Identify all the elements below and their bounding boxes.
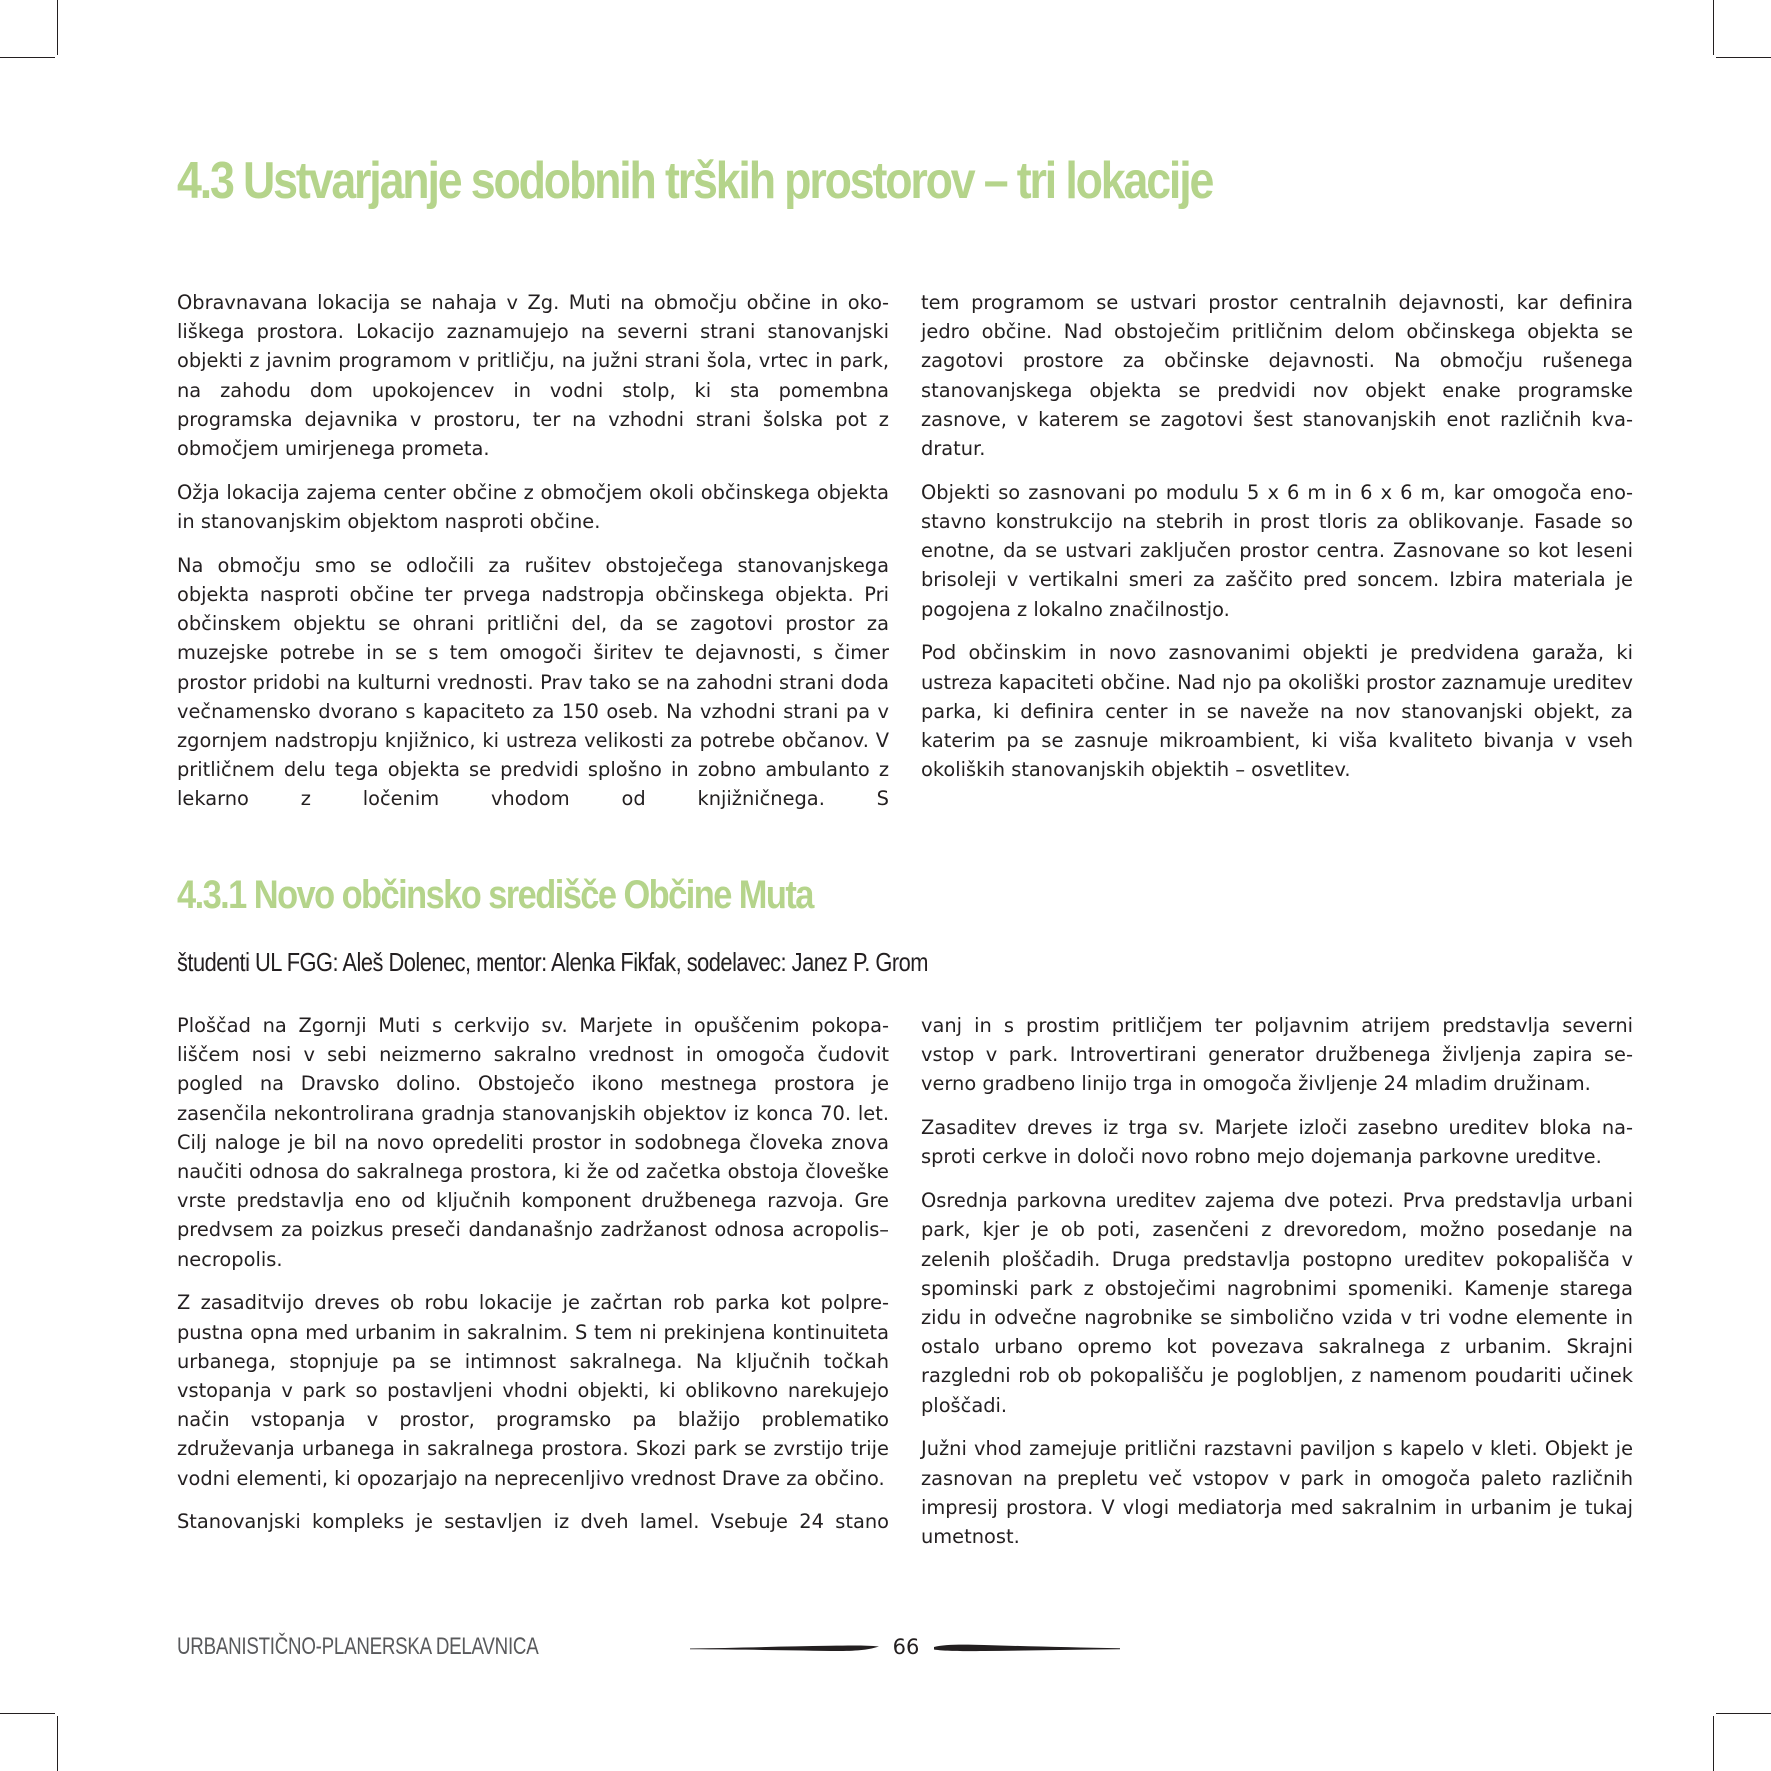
paragraph: Ploščad na Zgornji Muti s cerkvijo sv. Marjete in opuščenim pokopališčem nosi v sebi neizmerno sakralno vrednost in omogoča čudovit pogled na Dravsko dolino. Obstoječo ikono mestnega prostora je zasenčila nekontrolirana gradnja stanovanjskih objektov iz konca 70. let. Cilj naloge je bil na novo opredeliti prostor in sodobnega človeka znova naučiti odnosa do sakralnega prostora, ki že od začetka obstoja človeške vrste predstavlja eno od ključnih komponent družbenega razvoja. Gre predvsem za poizkus preseči dandanašnjo zadržanost odnosa acropolis–necropolis. — [177, 1014, 889, 1271]
paragraph: Zasaditev dreves iz trga sv. Marjete izloči zasebno ureditev bloka nasproti cerkve in določi novo robno mejo dojemanja parkovne ureditve. — [921, 1116, 1633, 1169]
paragraph: Na območju smo se odločili za rušitev obstoječega stanovanjskega objekta nasproti občine ter prvega nadstropja občinskega objekta. Pri občinskem objektu se ohrani pritlični del, da se zagotovi prostor za muzejske potrebe in se s tem omogoči širitev te dejavnosti, s čimer prostor pridobi na kulturni vrednosti. Prav tako se na zahodni strani doda večnamensko dvorano s kapaciteto za 150 oseb. Na vzhodni strani pa v zgornjem nadstropju knjižnico, ki ustreza velikosti za potrebe občanov. V pritličnem delu tega objekta se predvidi splošno in zobno ambulanto z lekarno z ločenim vhodom od knjižničnega. S — [177, 553, 889, 811]
brush-stroke-right-icon — [934, 1640, 1120, 1656]
crop-mark — [0, 57, 55, 58]
crop-mark — [57, 1716, 58, 1771]
paragraph: Objekti so zasnovani po modulu 5 x 6 m in 6 x 6 m, kar omogoča enostavno konstrukcijo na stebrih in prost tloris za oblikovanje. Fasade so enotne, da se ustvari zaključen prostor centra. Zasnovane so kot leseni brisoleji v vertikalni smeri za zaščito pred soncem. Izbira materiala je pogojena z lokalno značilnostjo. — [921, 480, 1633, 621]
section-b-right-column — [921, 1011, 1633, 1551]
paragraph: Ožja lokacija zajema center občine z območjem okoli občinskega objekta in stanovanjskim objektom nasproti občine. — [177, 480, 889, 534]
crop-mark — [1713, 0, 1714, 55]
crop-mark — [57, 0, 58, 55]
paragraph: Stanovanjski kompleks je sestavljen iz dveh lamel. Vsebuje 24 stano — [177, 1510, 889, 1534]
page-number: 66 — [892, 1635, 920, 1659]
page-title: 4.3 Ustvarjanje sodobnih trških prostorov – tri lokacije — [177, 152, 1213, 210]
section-a-right-column — [921, 288, 1633, 784]
brush-stroke-left-icon — [690, 1640, 880, 1656]
footer-label: URBANISTIČNO-PLANERSKA DELAVNICA — [177, 1633, 539, 1660]
paragraph: Obravnavana lokacija se nahaja v Zg. Muti na območju občine in okoliškega prostora. Lokacijo zaznamujejo na severni strani stanovanjski objekti z javnim programom v pritličju, na južni strani šola, vrtec in park, na zahodu dom upokojencev in vodni stolp, ki sta pomembna programska dejavnika v prostoru, ter na vzhodni strani šolska pot z območjem umirjenega prometa. — [177, 291, 889, 461]
section-heading: 4.3.1 Novo občinsko središče Občine Muta — [177, 873, 813, 917]
crop-mark — [1716, 57, 1771, 58]
section-b-left-column — [177, 1011, 889, 1537]
section-a-left-column — [177, 288, 889, 814]
paragraph: Južni vhod zamejuje pritlični razstavni paviljon s kapelo v kleti. Objekt je zasnovan na prepletu več vstopov v park in omogoča paleto različnih impresij prostora. V vlogi mediatorja med sakralnim in urbanim je tukaj umetnost. — [921, 1437, 1633, 1549]
paragraph: Z zasaditvijo dreves ob robu lokacije je začrtan rob parka kot polprepustna opna med urbanim in sakralnim. S tem ni prekinjena kontinuiteta urbanega, stopnjuje pa se intimnost sakralnega. Na ključnih točkah vstopanja v park so postavljeni vhodni objekti, ki oblikovno narekujejo način vstopanja v prostor, programsko pa blažijo problematiko združevanja urbanega in sakralnega prostora. Skozi park se zvrstijo trije vodni elementi, ki opozarjajo na neprecenljivo vrednost Drave za občino. — [177, 1291, 889, 1490]
authors-line: študenti UL FGG: Aleš Dolenec, mentor: Alenka Fikfak, sodelavec: Janez P. Grom — [177, 947, 928, 977]
crop-mark — [0, 1713, 55, 1714]
paragraph: tem programom se ustvari prostor centralnih dejavnosti, kar definira jedro občine. Nad obstoječim pritličnim delom občinskega objekta se zagotovi prostore za občinske dejavnosti. Na območju rušenega stanovanjskega objekta se predvidi nov objekt enake programske zasnove, v katerem se zagotovi šest stanovanjskih enot različnih kvadratur. — [921, 291, 1633, 461]
crop-mark — [1713, 1716, 1714, 1771]
paragraph: Pod občinskim in novo zasnovanimi objekti je predvidena garaža, ki ustreza kapaciteti občine. Nad njo pa okoliški prostor zaznamuje ureditev parka, ki definira center in se naveže na nov stanovanjski objekt, za katerim pa se zasnuje mikroambient, ki viša kvaliteto bivanja v vseh okoliških stanovanjskih objektih – osvetlitev. — [921, 641, 1633, 782]
paragraph: vanj in s prostim pritličjem ter poljavnim atrijem predstavlja severni vstop v park. Introvertirani generator družbenega življenja zapira severno gradbeno linijo trga in omogoča življenje 24 mladim družinam. — [921, 1014, 1633, 1096]
crop-mark — [1716, 1713, 1771, 1714]
paragraph: Osrednja parkovna ureditev zajema dve potezi. Prva predstavlja urbani park, kjer je ob poti, zasenčeni z drevoredom, možno posedanje na zelenih ploščadih. Druga predstavlja postopno ureditev pokopališča v spominski park z obstoječimi nagrobnimi spomeniki. Kamenje starega zidu in odvečne nagrobnike se simbolično vzida v tri vodne elemente in ostalo urbano opremo kot povezava sakralnega z urbanim. Skrajni razgledni rob ob pokopališču je poglobljen, z namenom poudariti učinek ploščadi. — [921, 1189, 1633, 1417]
